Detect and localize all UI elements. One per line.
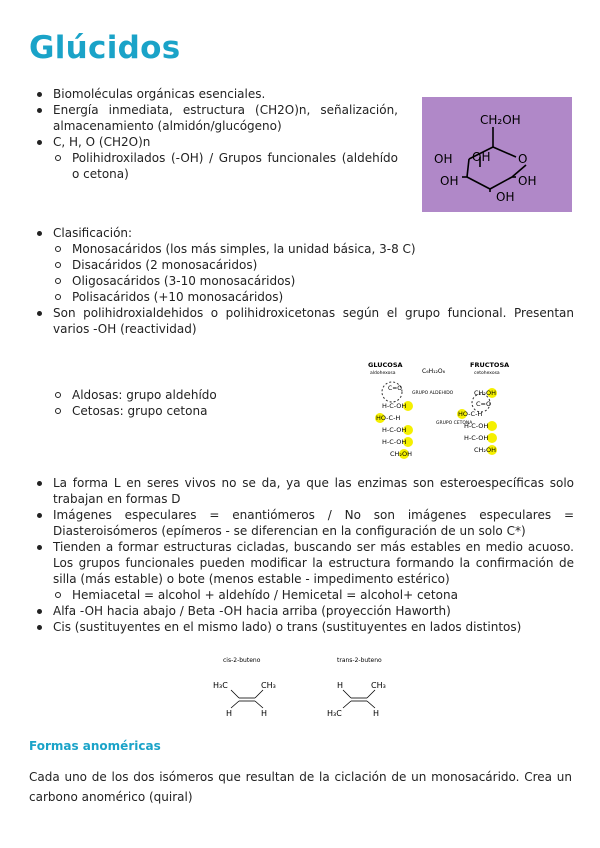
list-item: Biomoléculas orgánicas esenciales. (34, 86, 398, 102)
oh-label: OH (496, 190, 515, 204)
fructose-row: C=O (476, 400, 492, 408)
fischer-projection-image (364, 358, 512, 466)
fructose-row: HO-C-H (458, 410, 483, 418)
cis-butene-label: cis-2-buteno (223, 657, 261, 664)
intro-list (34, 86, 398, 182)
sub-list-item: Polisacáridos (+10 monosacáridos) (34, 289, 574, 305)
fructose-row: H-C-OH (464, 434, 489, 442)
list-item: La forma L en seres vivos no se da, ya que las enzimas son esteroespecíficas solo trabajan en formas D (34, 475, 574, 507)
list-item: Imágenes especulares = enantiómeros / No son imágenes especulares = Diasteroisómeros (epímeros - se diferencian en la configuración de un solo C*) (34, 507, 574, 539)
ch2oh-label: CH₂OH (480, 113, 521, 127)
formula-label: C₆H₁₂O₆ (422, 368, 446, 375)
trans-butene-label: trans-2-buteno (337, 657, 382, 664)
glucosa-label: GLUCOSA (368, 361, 403, 369)
sub-list-item: Aldosas: grupo aldehído (34, 387, 334, 403)
h-label: H (337, 681, 344, 690)
list-item: Son polihidroxialdehidos o polihidroxicetonas según el grupo funcional. Presentan varios -OH (reactividad) (34, 305, 574, 337)
ring-oxygen: O (518, 152, 528, 166)
list-item: Clasificación: (34, 225, 574, 241)
fructose-row: CH₂OH (474, 389, 497, 397)
sub-list-item: Oligosacáridos (3-10 monosacáridos) (34, 273, 574, 289)
h3c-label: H₃C (327, 709, 342, 718)
ch3-label: CH₃ (261, 681, 276, 690)
glucose-row: H-C-OH (382, 438, 407, 446)
h-label: H (373, 709, 380, 718)
list-item: C, H, O (CH2O)n (34, 134, 398, 150)
ketone-group-label: GRUPO CETONA (436, 421, 473, 426)
classification-list (34, 225, 574, 337)
h-label: H (226, 709, 233, 718)
ch3-label: CH₃ (371, 681, 386, 690)
oh-label: OH (518, 174, 537, 188)
glucose-row: HO-C-H (376, 414, 401, 422)
glucose-row: CH₂OH (390, 450, 413, 458)
fructose-row: CH₂OH (474, 446, 497, 454)
fructosa-label: FRUCTOSA (470, 361, 510, 369)
list-item: Cis (sustituyentes en el mismo lado) o trans (sustituyentes en lados distintos) (34, 619, 574, 635)
list-item: Energía inmediata, estructura (CH2O)n, señalización, almacenamiento (almidón/glucógeno) (34, 102, 398, 134)
glucosa-sub: aldohexosa (370, 371, 396, 376)
page-title: Glúcidos (29, 30, 181, 66)
list-item: Alfa -OH hacia abajo / Beta -OH hacia arriba (proyección Haworth) (34, 603, 574, 619)
glucose-row: H-C-OH (382, 426, 407, 434)
glucose-ring-image (422, 97, 572, 212)
aldehyde-group-label: GRUPO ALDEHIDO (412, 391, 454, 396)
sub-list-item: Monosacáridos (los más simples, la unidad básica, 3-8 C) (34, 241, 574, 257)
sub-list-item: Disacáridos (2 monosacáridos) (34, 257, 574, 273)
oh-label: OH (440, 174, 459, 188)
h3c-label: H₃C (213, 681, 228, 690)
section-heading: Formas anoméricas (29, 739, 161, 753)
sub-list-item: Hemiacetal = alcohol + aldehído / Hemicetal = alcohol+ cetona (34, 587, 574, 603)
glucose-aldehyde-c: C=O (388, 385, 402, 392)
section-paragraph: Cada uno de los dos isómeros que resultan de la ciclación de un monosacárido. Crea un carbono anomérico (quiral) (29, 770, 572, 804)
glucose-row: H-C-OH (382, 402, 407, 410)
butene-isomers-image (205, 654, 395, 722)
sub-list-item: Cetosas: grupo cetona (34, 403, 334, 419)
types-list (34, 387, 334, 419)
properties-list (34, 475, 574, 635)
oh-label: OH (434, 152, 453, 166)
fructosa-sub: cetohexosa (474, 371, 500, 376)
sub-list-item: Polihidroxilados (-OH) / Grupos funcionales (aldehído o cetona) (34, 150, 398, 182)
fructose-row: H-C-OH (464, 422, 489, 430)
oh-label: OH (472, 150, 491, 164)
h-label: H (261, 709, 268, 718)
list-item: Tienden a formar estructuras cicladas, buscando ser más estables en medio acuoso. Los grupos funcionales pueden modificar la estructura formando la confirmación de silla (más estable) o bote (menos estable - impedimento estérico) (34, 539, 574, 587)
